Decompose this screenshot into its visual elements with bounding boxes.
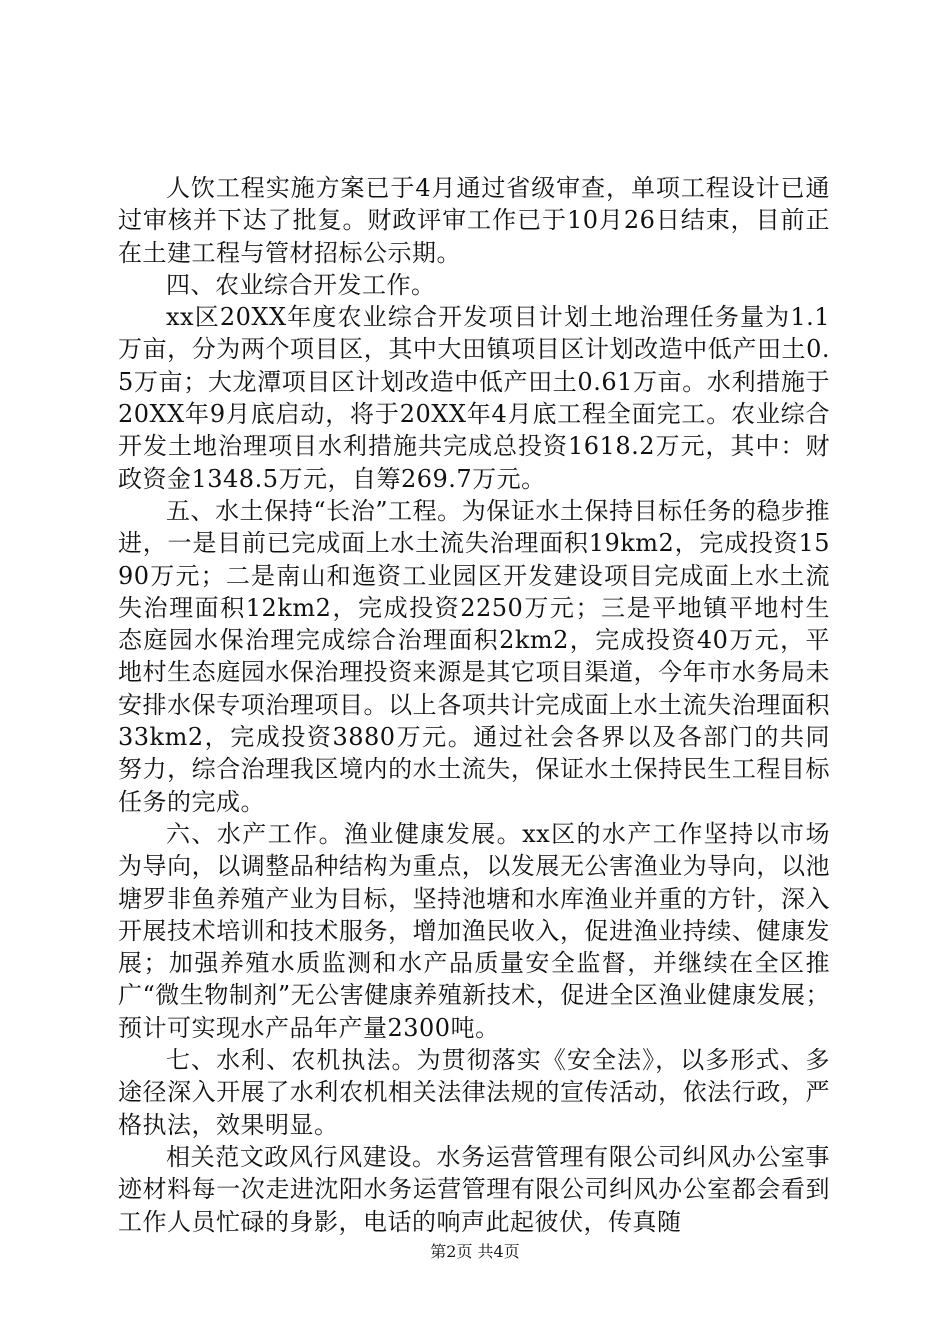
paragraph-law-enforcement: 七、水利、农机执法。为贯彻落实《安全法》，以多形式、多途径深入开展了水利农机相关法律法规的宣传活动，依法行政，严格执法，效果明显。: [118, 1046, 830, 1139]
paragraph-aquaculture: 六、水产工作。渔业健康发展。xx区的水产工作坚持以市场为导向，以调整品种结构为重点，以发展无公害渔业为导向，以池塘罗非鱼养殖产业为目标，坚持池塘和水库渔业并重的方针，深入开展技术培训和技术服务，增加渔民收入，促进渔业持续、健康发展；加强养殖水质监测和水产品质量安全监督，并继续在全区推广“微生物制剂”无公害健康养殖新技术，促进全区渔业健康发展；预计可实现水产品年产量2300吨。: [118, 819, 830, 1042]
paragraph-related-article: 相关范文政风行风建设。水务运营管理有限公司纠风办公室事迹材料每一次走进沈阳水务运营管理有限公司纠风办公室都会看到工作人员忙碌的身影，电话的响声此起彼伏，传真随: [118, 1142, 830, 1236]
heading-agricultural-development: 四、农业综合开发工作。: [166, 270, 436, 299]
paragraph-soil-water-conservation: 五、水土保持“长治”工程。为保证水土保持目标任务的稳步推进，一是目前已完成面上水土流失治理面积19km2，完成投资1590万元；二是南山和迤资工业园区开发建设项目完成面上水土流失治理面积12km2，完成投资2250万元；三是平地镇平地村生态庭园水保治理完成综合治理面积2km2，完成投资40万元，平地村生态庭园水保治理投资来源是其它项目渠道，今年市水务局未安排水保专项治理项目。以上各项共计完成面上水土流失治理面积33km2，完成投资3880万元。通过社会各界以及各部门的共同努力，综合治理我区境内的水土流失，保证水土保持民生工程目标任务的完成。: [118, 496, 830, 816]
page-number-footer: 第2页 共4页: [430, 1242, 520, 1261]
document-body: [118, 172, 830, 1238]
paragraph-agricultural-development: xx区20XX年度农业综合开发项目计划土地治理任务量为1.1万亩，分为两个项目区，其中大田镇项目区计划改造中低产田土0.5万亩；大龙潭项目区计划改造中低产田土0.61万亩。水利措施于20XX年9月底启动，将于20XX年4月底工程全面完工。农业综合开发土地治理项目水利措施共完成总投资1618.2万元，其中：财政资金1348.5万元，自筹269.7万元。: [118, 303, 830, 493]
paragraph-drinking-water-project: 人饮工程实施方案已于4月通过省级审查，单项工程设计已通过审核并下达了批复。财政评审工作已于10月26日结束，目前正在土建工程与管材招标公示期。: [118, 174, 830, 267]
